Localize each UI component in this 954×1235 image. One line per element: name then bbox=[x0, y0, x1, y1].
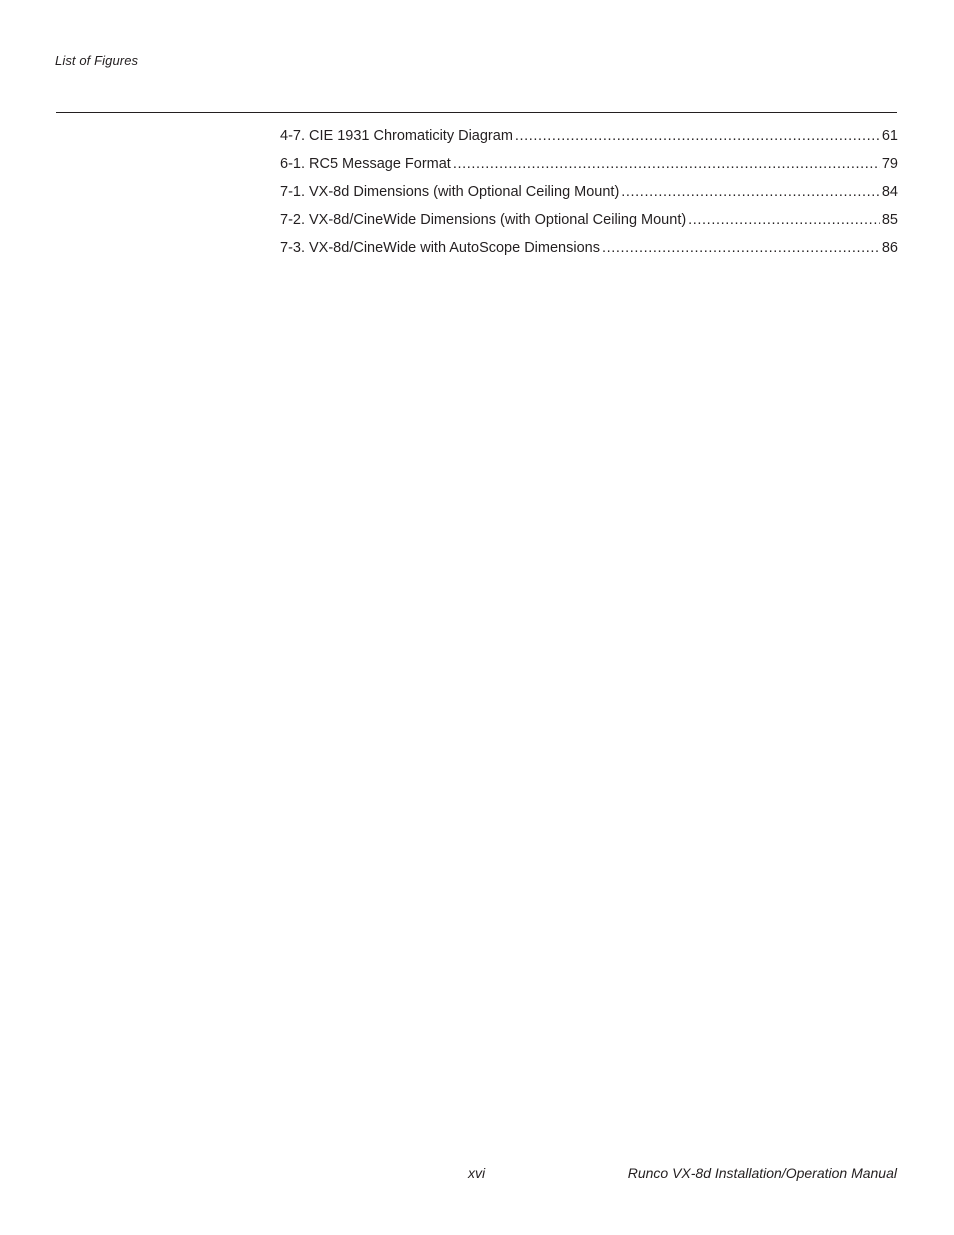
toc-entry-page: 84 bbox=[881, 184, 898, 200]
toc-entry-title: 7-1. VX-8d Dimensions (with Optional Ceiling Mount) bbox=[280, 184, 620, 200]
toc-entry-title: 7-2. VX-8d/CineWide Dimensions (with Optional Ceiling Mount) bbox=[280, 212, 687, 228]
toc-dot-leader bbox=[515, 124, 880, 148]
footer-page-number: xvi bbox=[468, 1165, 486, 1181]
toc-dot-leader bbox=[621, 180, 880, 204]
toc-dot-leader bbox=[602, 236, 880, 260]
toc-entry[interactable] bbox=[280, 208, 898, 236]
toc-entry-page: 85 bbox=[881, 212, 898, 228]
toc-entry-page: 61 bbox=[881, 128, 898, 144]
toc-entry-title: 6-1. RC5 Message Format bbox=[280, 156, 451, 172]
toc-entry[interactable] bbox=[280, 236, 898, 264]
toc-entry-page: 79 bbox=[881, 156, 898, 172]
toc-entry-title: 7-3. VX-8d/CineWide with AutoScope Dimensions bbox=[280, 240, 600, 256]
toc-entry[interactable] bbox=[280, 124, 898, 152]
header-divider bbox=[56, 112, 897, 113]
toc-dot-leader bbox=[688, 208, 880, 232]
toc-entry-page: 86 bbox=[881, 240, 898, 256]
toc-entry-title: 4-7. CIE 1931 Chromaticity Diagram bbox=[280, 128, 513, 144]
list-of-figures bbox=[280, 124, 898, 264]
toc-entry[interactable] bbox=[280, 152, 898, 180]
running-header: List of Figures bbox=[55, 53, 139, 68]
toc-dot-leader bbox=[453, 152, 880, 176]
toc-entry[interactable] bbox=[280, 180, 898, 208]
footer-manual-title: Runco VX-8d Installation/Operation Manual bbox=[627, 1165, 897, 1181]
